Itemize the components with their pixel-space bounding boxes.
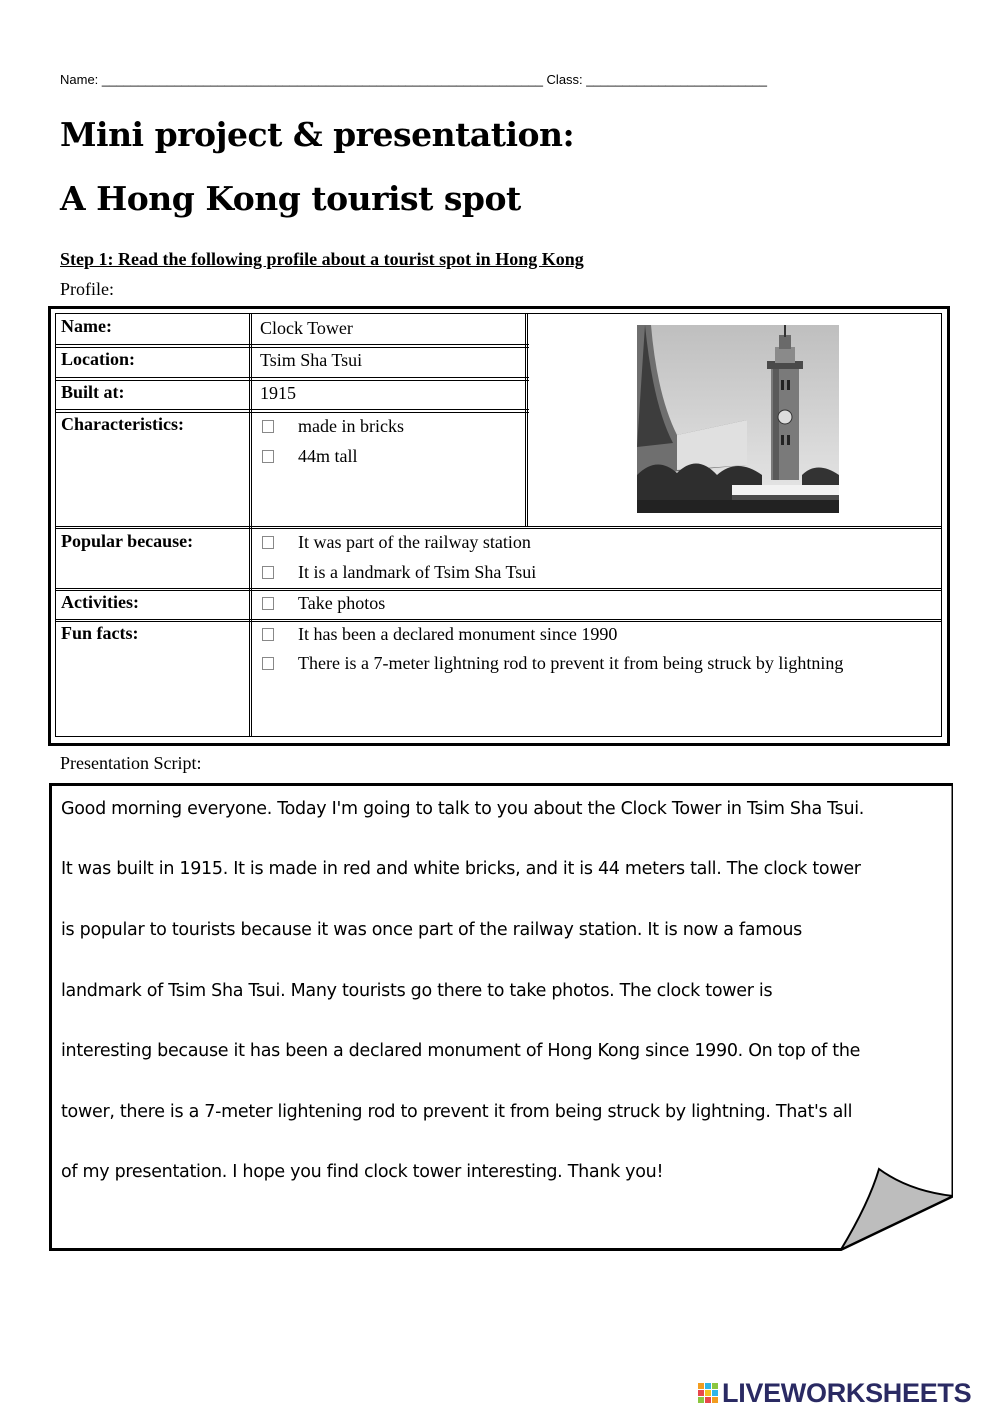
profile-location-label: Location:: [61, 349, 135, 369]
checkbox-icon: [262, 566, 274, 579]
profile-built-value: 1915: [260, 383, 296, 403]
step-1-instruction: Step 1: Read the following profile about a tourist spot in Hong Kong: [60, 249, 584, 269]
checkbox-icon: [262, 536, 274, 549]
script-line: It was built in 1915. It is made in red and white bricks, and it is 44 meters tall. The clock tower: [61, 859, 861, 879]
clock-tower-photo: [637, 325, 839, 513]
profile-popular-label: Popular because:: [61, 531, 194, 551]
script-line: tower, there is a 7-meter lightening rod to prevent it from being struck by lightning. That's all: [61, 1102, 853, 1122]
script-line: interesting because it has been a declared monument of Hong Kong since 1990. On top of the: [61, 1041, 861, 1061]
checkbox-icon: [262, 597, 274, 610]
liveworksheets-mark-icon: [698, 1381, 718, 1412]
title-line-1: Mini project & presentation:: [60, 115, 575, 154]
profile-built-label: Built at:: [61, 382, 125, 402]
profile-location-value: Tsim Sha Tsui: [260, 350, 363, 370]
script-line: landmark of Tsim Sha Tsui. Many tourists go there to take photos. The clock tower is: [61, 981, 773, 1001]
checkbox-icon: [262, 420, 274, 433]
presentation-script-label: Presentation Script:: [60, 753, 202, 773]
list-item: Take photos: [262, 593, 385, 614]
profile-name-label: Name:: [61, 316, 112, 336]
list-item: There is a 7-meter lightning rod to prevent it from being struck by lightning: [262, 653, 843, 674]
list-item: It is a landmark of Tsim Sha Tsui: [262, 562, 536, 583]
list-item: made in bricks: [262, 416, 404, 437]
profile-funfacts-label: Fun facts:: [61, 623, 139, 643]
script-line: Good morning everyone. Today I'm going to talk to you about the Clock Tower in Tsim Sha Tsui.: [61, 799, 865, 819]
title-line-2: A Hong Kong tourist spot: [60, 179, 521, 218]
liveworksheets-logo: LIVEWORKSHEETS: [698, 1378, 971, 1412]
script-line: of my presentation. I hope you find clock tower interesting. Thank you!: [61, 1162, 664, 1182]
list-item: It was part of the railway station: [262, 532, 531, 553]
list-item: 44m tall: [262, 446, 358, 467]
profile-label: Profile:: [60, 279, 114, 299]
script-line: is popular to tourists because it was once part of the railway station. It is now a famous: [61, 920, 802, 940]
profile-activities-label: Activities:: [61, 592, 139, 612]
list-item: It has been a declared monument since 1990: [262, 624, 617, 645]
checkbox-icon: [262, 628, 274, 641]
profile-name-value: Clock Tower: [260, 318, 353, 338]
name-class-line: Name: _____________________________________________________________ Class: _________________________: [60, 72, 768, 87]
checkbox-icon: [262, 450, 274, 463]
checkbox-icon: [262, 657, 274, 670]
profile-characteristics-label: Characteristics:: [61, 414, 184, 434]
